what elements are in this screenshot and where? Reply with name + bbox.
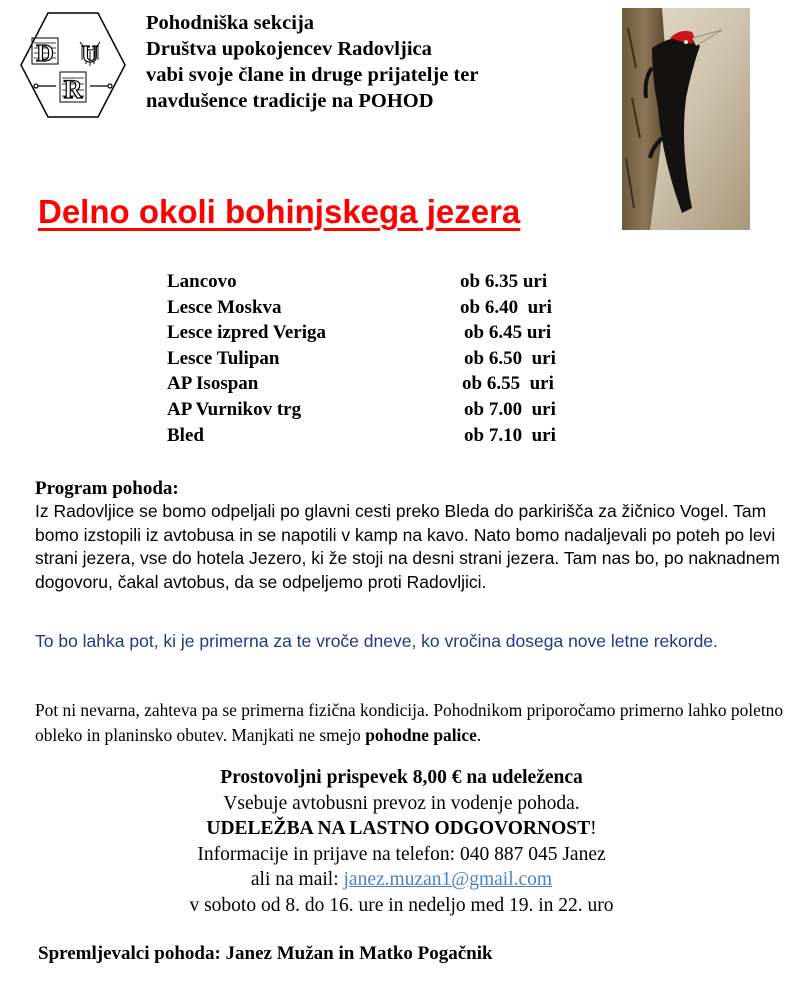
header-line-4: navdušence tradicije na POHOD bbox=[146, 90, 434, 112]
phone-line: Informacije in prijave na telefon: 040 887 045 Janez bbox=[197, 843, 606, 865]
stop-time: ob 7.10 uri bbox=[464, 424, 556, 446]
program-heading: Program pohoda: bbox=[35, 478, 179, 499]
stop-place: Lancovo bbox=[167, 271, 237, 292]
stop-time: ob 7.00 uri bbox=[464, 398, 556, 420]
guides-line: Spremljevalci pohoda: Janez Mužan in Matko Pogačnik bbox=[38, 943, 493, 964]
mail-prefix: ali na mail: bbox=[250, 869, 344, 891]
hexagon-logo-icon bbox=[18, 10, 128, 120]
stop-time: ob 6.40 uri bbox=[460, 296, 552, 318]
info-block bbox=[0, 765, 803, 919]
conditions-text bbox=[35, 698, 795, 748]
stop-time: ob 6.45 uri bbox=[464, 322, 552, 344]
includes-line: Vsebuje avtobusni prevoz in vodenje pohoda. bbox=[223, 792, 580, 814]
stop-place: Bled bbox=[167, 424, 204, 446]
header-line-2: Društva upokojencev Radovljica bbox=[146, 38, 432, 60]
stop-time: ob 6.50 uri bbox=[464, 347, 556, 369]
conditions-end: . bbox=[476, 725, 482, 745]
page-title: Delno okoli bohinjskega jezera bbox=[38, 193, 521, 230]
responsibility-mark: ! bbox=[590, 818, 597, 840]
route-note: To bo lahka pot, ki je primerna za te vroče dneve, ko vročina dosega nove letne rekorde. bbox=[35, 631, 718, 651]
logo-letter-d: D bbox=[36, 41, 54, 67]
stop-place: AP Isospan bbox=[167, 373, 259, 395]
hours-line: v soboto od 8. do 16. ure in nedeljo med 19. in 22. uro bbox=[189, 894, 614, 916]
fee-line: Prostovoljni prispevek 8,00 € na udeleženca bbox=[220, 767, 583, 788]
email-link[interactable]: janez.muzan1@gmail.com bbox=[343, 869, 553, 891]
stop-time: ob 6.35 uri bbox=[460, 271, 548, 292]
responsibility-line: UDELEŽBA NA LASTNO ODGOVORNOST bbox=[206, 818, 591, 840]
program-section bbox=[35, 477, 785, 594]
stop-time: ob 6.55 uri bbox=[462, 373, 554, 395]
conditions-main: Pot ni nevarna, zahteva pa se primerna fizična kondicija. Pohodnikom priporočamo primerno lahko poletno obleko in planinsko obutev. Manjkati ne smejo bbox=[35, 700, 784, 745]
woodpecker-photo-icon bbox=[622, 8, 750, 230]
header-block bbox=[146, 10, 478, 114]
stop-place: Lesce Tulipan bbox=[167, 347, 280, 369]
stop-place: Lesce Moskva bbox=[167, 296, 282, 318]
header-line-1: Pohodniška sekcija bbox=[146, 12, 315, 34]
stop-place: Lesce izpred Veriga bbox=[167, 322, 327, 344]
header-line-3: vabi svoje člane in druge prijatelje ter bbox=[146, 64, 479, 86]
conditions-emphasis: pohodne palice bbox=[365, 725, 477, 745]
stop-place: AP Vurnikov trg bbox=[167, 398, 302, 420]
logo-letter-r: R bbox=[63, 75, 83, 104]
program-text: Iz Radovljice se bomo odpeljali po glavni cesti preko Bleda do parkirišča za žičnico Vogel. Tam bomo izstopili iz avtobusa in se napotili v kamp na kavo. Nato bomo nadaljevali po poteh po levi strani jezera, vse do hotela Jezero, ki že stoji na desni strani jezera. Tam nas bo, po naknadnem dogovoru, čakal avtobus, da se odpeljemo proti Radovljici. bbox=[35, 501, 780, 592]
logo-letter-u: U bbox=[81, 42, 99, 68]
